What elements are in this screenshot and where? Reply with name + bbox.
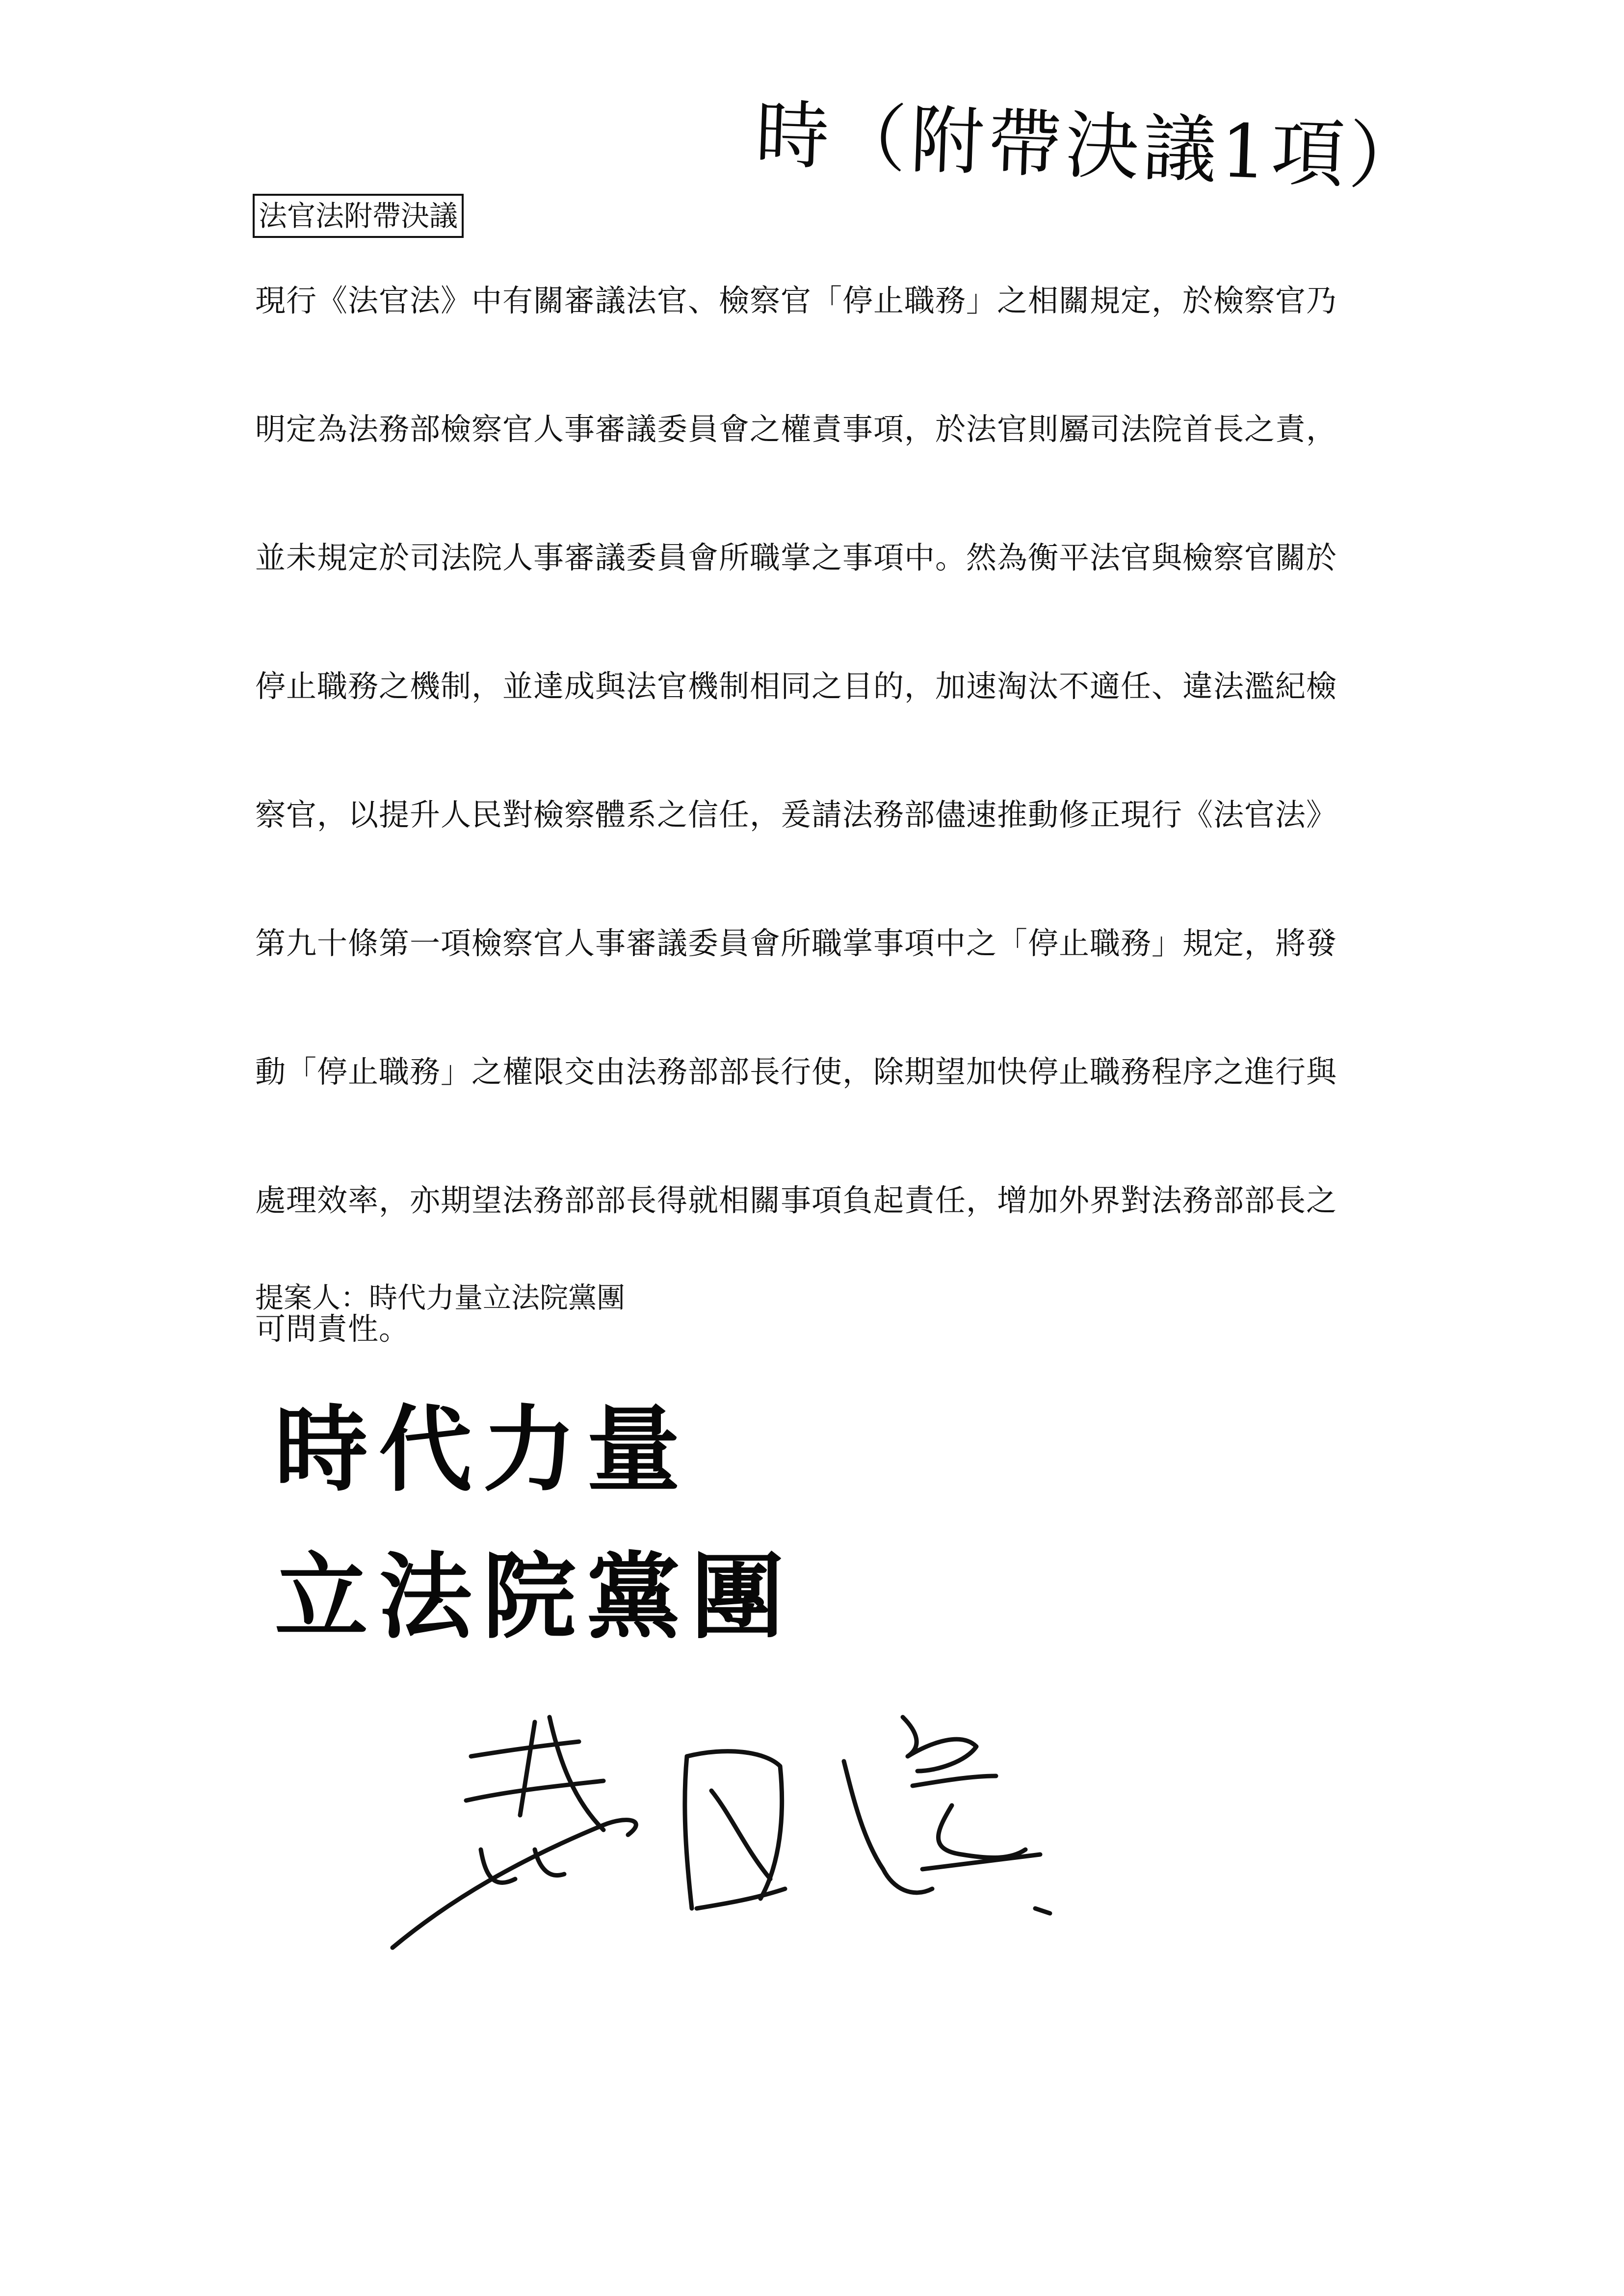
body-line: 明定為法務部檢察官人事審議委員會之權責事項，於法官則屬司法院首長之責，	[255, 411, 1337, 447]
body-line: 可問責性。	[255, 1311, 410, 1347]
body-line: 並未規定於司法院人事審議委員會所職掌之事項中。然為衡平法官與檢察官關於	[255, 540, 1337, 575]
handwritten-annotation: 時（附帶決議1項）	[754, 92, 1428, 201]
document-title: 法官法附帶決議	[253, 194, 464, 238]
stamp-line-1: 時代力量	[275, 1395, 691, 1504]
body-line: 第九十條第一項檢察官人事審議委員會所職掌事項中之「停止職務」規定，將發	[255, 925, 1337, 961]
stamp-line-2: 立法院黨團	[275, 1542, 795, 1651]
resolution-body	[255, 285, 1433, 1441]
body-line: 動「停止職務」之權限交由法務部部長行使，除期望加快停止職務程序之進行與	[255, 1054, 1337, 1090]
handwritten-signature-icon	[373, 1702, 1084, 1957]
body-line: 停止職務之機制，並達成與法官機制相同之目的，加速淘汰不適任、違法濫紀檢	[255, 668, 1337, 704]
body-line: 處理效率，亦期望法務部部長得就相關事項負起責任，增加外界對法務部部長之	[255, 1182, 1337, 1218]
body-line: 現行《法官法》中有關審議法官、檢察官「停止職務」之相關規定，於檢察官乃	[255, 283, 1337, 318]
body-line: 察官，以提升人民對檢察體系之信任，爰請法務部儘速推動修正現行《法官法》	[255, 797, 1337, 833]
proposer-line: 提案人：時代力量立法院黨團	[255, 1281, 626, 1314]
